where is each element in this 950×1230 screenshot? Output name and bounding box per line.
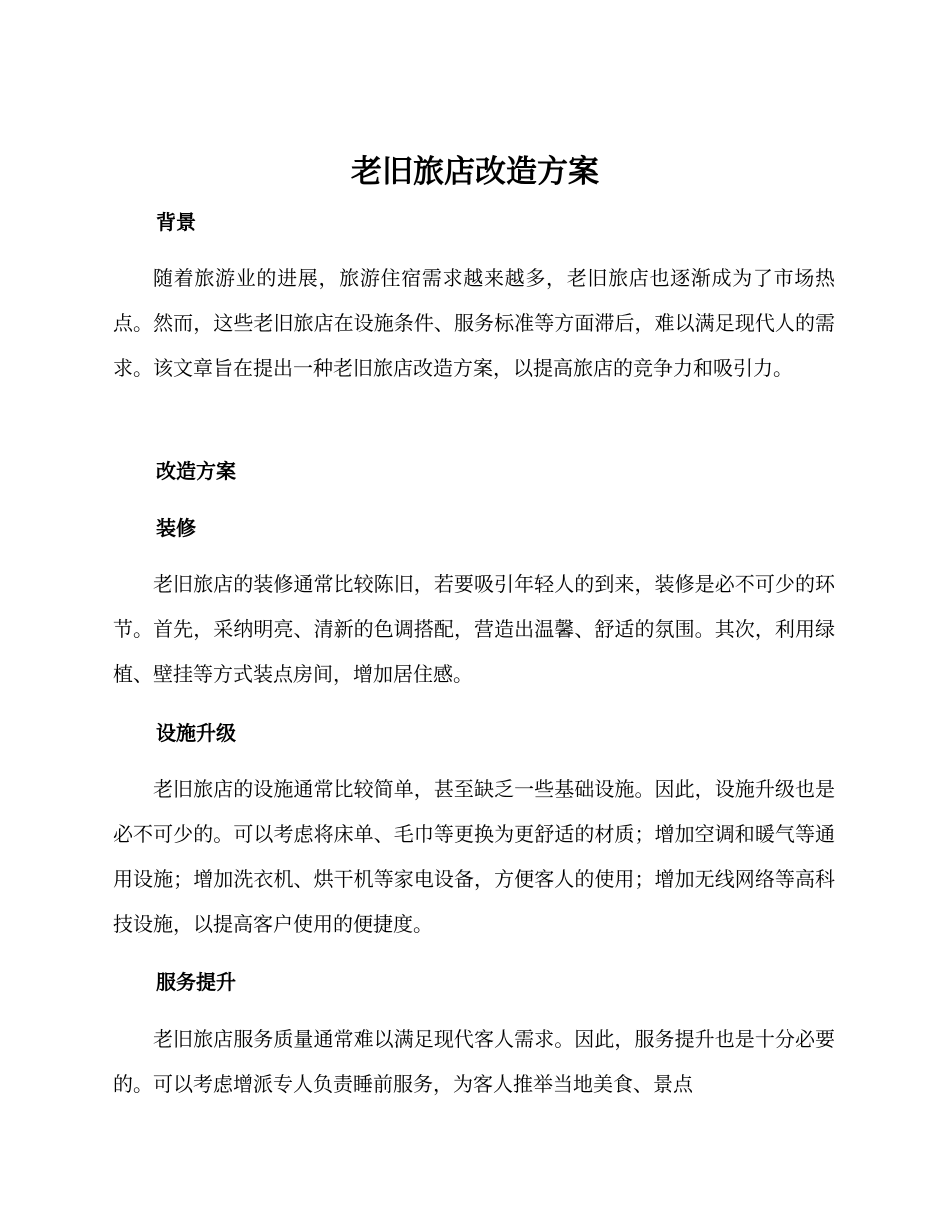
paragraph-service-improvement: 老旧旅店服务质量通常难以满足现代客人需求。因此，服务提升也是十分必要的。可以考虑增派专人负责睡前服务，为客人推举当地美食、景点 — [113, 1027, 835, 1096]
paragraph-background: 随着旅游业的进展，旅游住宿需求越来越多，老旧旅店也逐渐成为了市场热点。然而，这些老旧旅店在设施条件、服务标准等方面滞后，难以满足现代人的需求。该文章旨在提出一种老旧旅店改造方案，以提高旅店的竞争力和吸引力。 — [113, 266, 835, 380]
section-heading-background: 背景 — [156, 210, 196, 234]
section-heading-decoration: 装修 — [156, 516, 196, 540]
paragraph-decoration: 老旧旅店的装修通常比较陈旧，若要吸引年轻人的到来，装修是必不可少的环节。首先，采纳明亮、清新的色调搭配，营造出温馨、舒适的氛围。其次，利用绿植、壁挂等方式装点房间，增加居住感。 — [113, 572, 835, 686]
section-heading-service-improvement: 服务提升 — [156, 970, 236, 994]
section-heading-renovation-plan: 改造方案 — [156, 459, 236, 483]
section-heading-facility-upgrade: 设施升级 — [156, 721, 236, 745]
paragraph-facility-upgrade: 老旧旅店的设施通常比较简单，甚至缺乏一些基础设施。因此，设施升级也是必不可少的。可以考虑将床单、毛巾等更换为更舒适的材质；增加空调和暖气等通用设施；增加洗衣机、烘干机等家电设备，方便客人的使用；增加无线网络等高科技设施，以提高客户使用的便捷度。 — [113, 777, 835, 936]
document-title: 老旧旅店改造方案 — [351, 154, 599, 190]
